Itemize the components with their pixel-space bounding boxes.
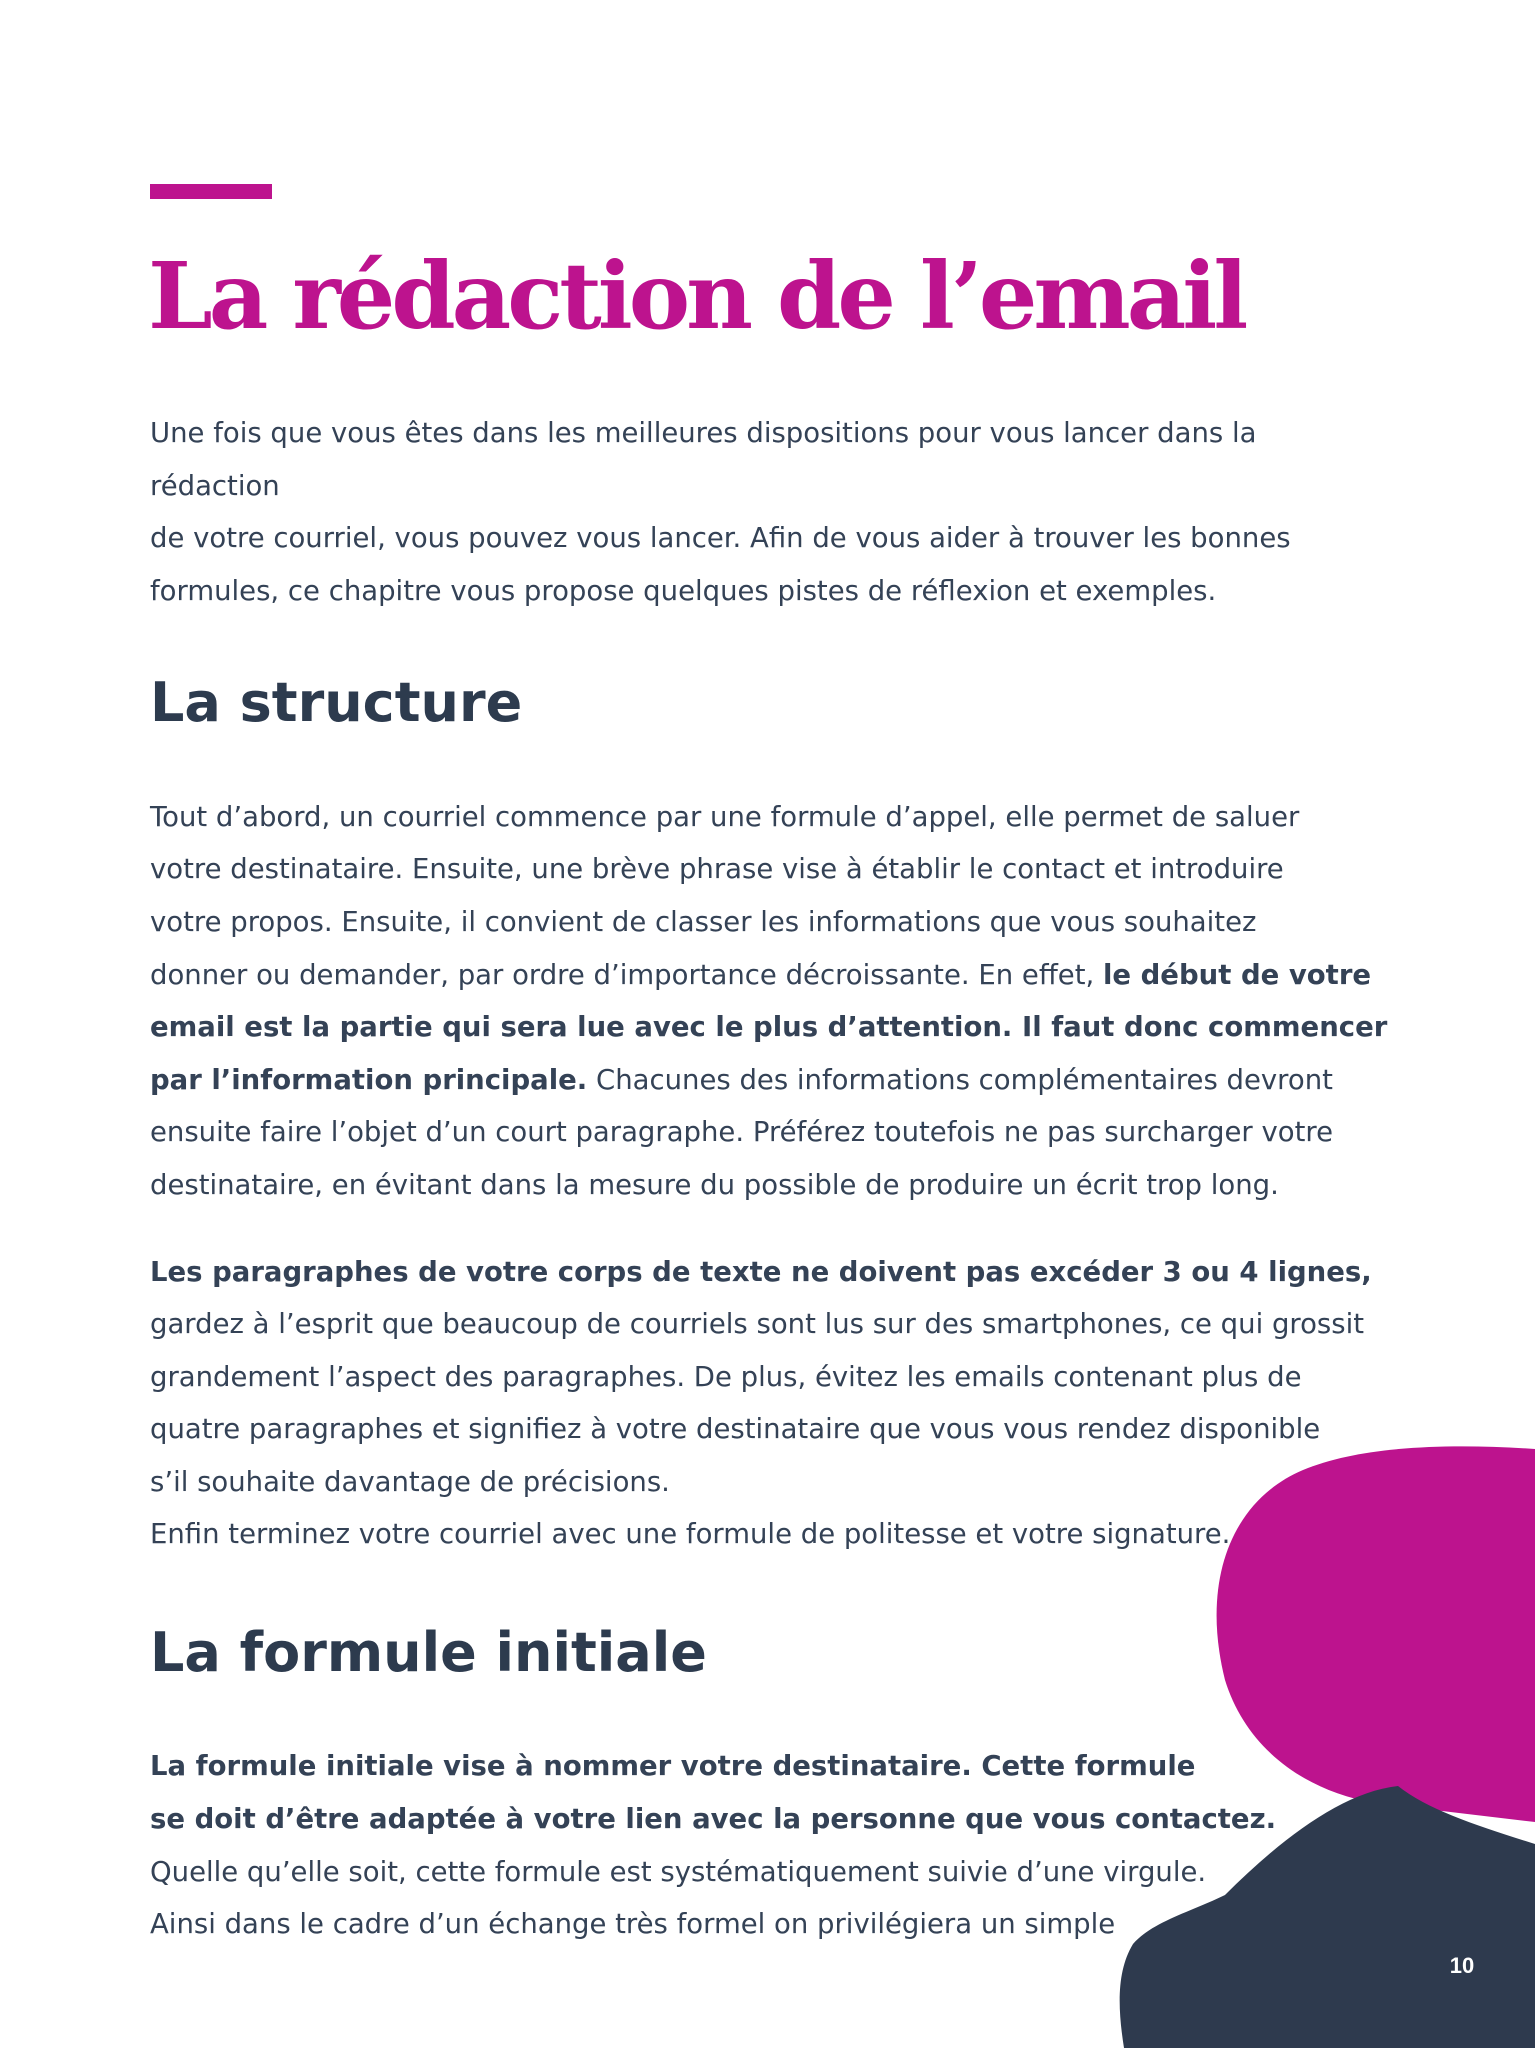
formule-p1-tail: Quelle qu’elle soit, cette formule est systématiquement suivie d’une virgule. Ainsi dans le cadre d’un échange très formel on privilégiera un simple bbox=[150, 1855, 1207, 1941]
section-heading-structure: La structure bbox=[150, 671, 523, 735]
page-title: La rédaction de l’email bbox=[148, 242, 1245, 350]
formule-p1-emphasis: La formule initiale vise à nommer votre destinataire. Cette formule se doit d’être adaptée à votre lien avec la personne que vous contactez. bbox=[150, 1750, 1277, 1836]
dark-blob bbox=[1120, 1786, 1535, 2048]
section-heading-formule-initiale: La formule initiale bbox=[150, 1621, 707, 1685]
structure-p2-tail: gardez à l’esprit que beaucoup de courriels sont lus sur des smartphones, ce qui grossit grandement l’aspect des paragraphes. De plus, évitez les emails contenant plus de quatre paragraphes et signifiez à votre destinataire que vous vous rendez disponible s’il souhaite davantage de précisions. Enfin terminez votre courriel avec une formule de politesse et votre signature. bbox=[150, 1308, 1365, 1551]
magenta-blob bbox=[1217, 1446, 1535, 1822]
intro-line-3: formules, ce chapitre vous propose quelques pistes de réflexion et exemples. bbox=[150, 574, 1217, 607]
structure-p2-emphasis: Les paragraphes de votre corps de texte ne doivent pas excéder 3 ou 4 lignes, bbox=[150, 1255, 1372, 1288]
intro-line-1: Une fois que vous êtes dans les meilleures dispositions pour vous lancer dans la rédaction bbox=[150, 417, 1257, 502]
structure-p1-emphasis: le début de votre email est la partie qui sera lue avec le plus d’attention. Il faut donc commencer par l’information principale. bbox=[150, 958, 1388, 1096]
structure-p1-tail: Chacunes des informations complémentaires devront ensuite faire l’objet d’un court paragraphe. Préférez toutefois ne pas surcharger votre destinataire, en évitant dans la mesure du possible de produire un écrit trop long. bbox=[150, 1063, 1333, 1201]
structure-p1-lead: Tout d’abord, un courriel commence par une formule d’appel, elle permet de saluer votre destinataire. Ensuite, une brève phrase vise à établir le contact et introduire votre propos. Ensuite, il convient de classer les informations que vous souhaitez donner ou demander, par ordre d’importance décroissante. En effet, bbox=[150, 800, 1300, 991]
page-number: 10 bbox=[1449, 1953, 1475, 1978]
intro-line-2: de votre courriel, vous pouvez vous lancer. Afin de vous aider à trouver les bonnes bbox=[150, 522, 1291, 555]
